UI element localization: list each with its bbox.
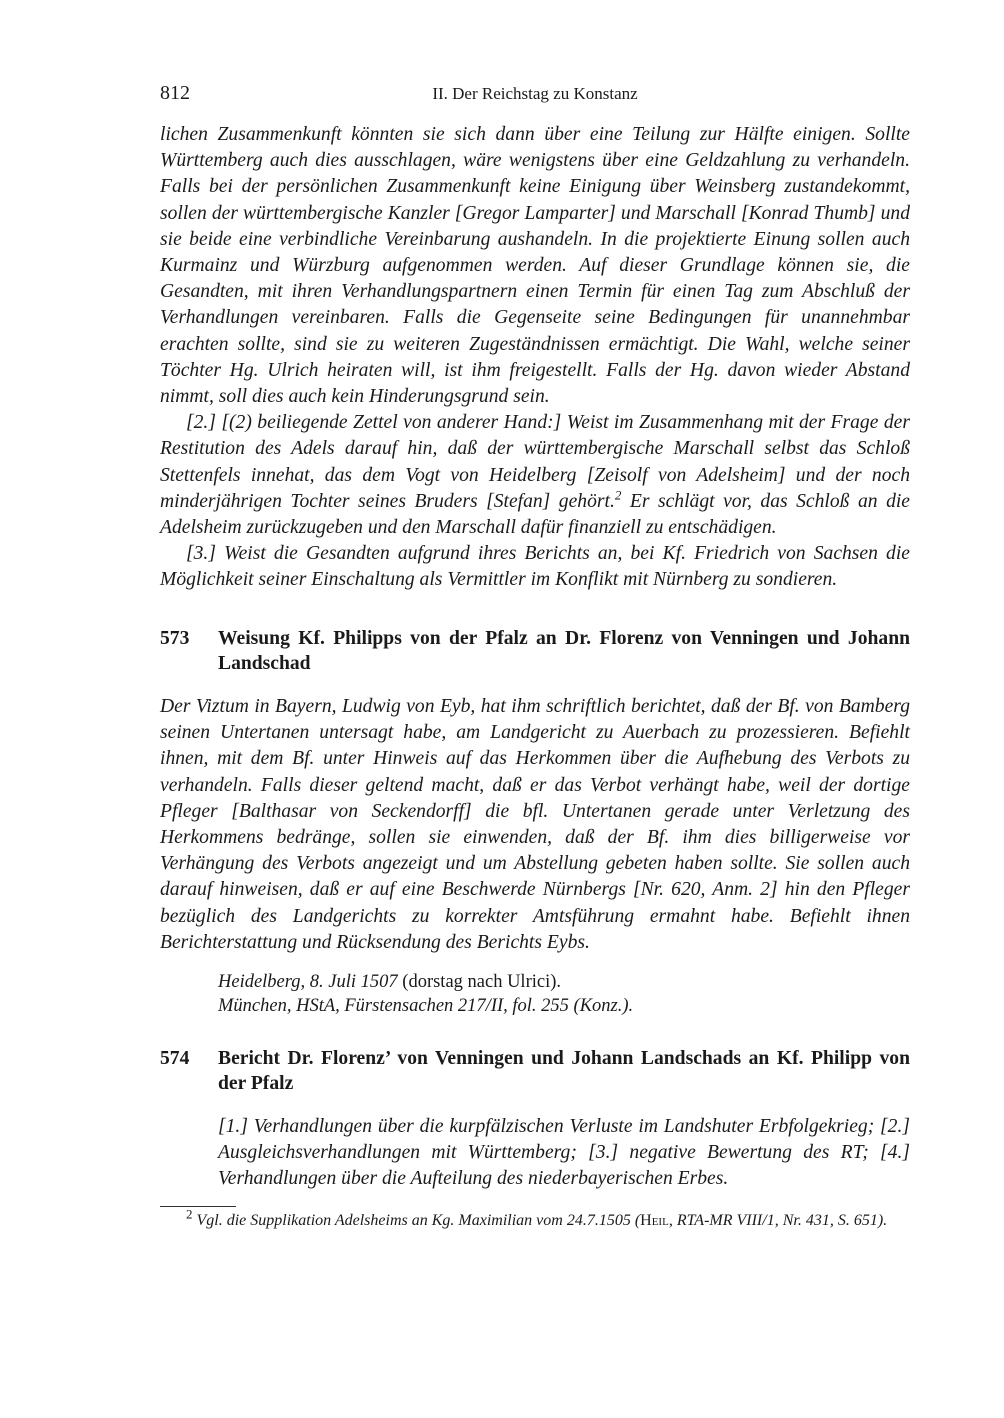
page-number: 812: [160, 82, 190, 104]
paragraph-2: [160, 410, 910, 541]
running-header: [160, 82, 910, 106]
doc573-date: [218, 970, 910, 994]
doc574-summary: [1.] Verhandlungen über die kurpfälzischen Verluste im Landshuter Erbfolgekrieg; [2.] Ausgleichsverhandlungen mit Württemberg; [3.] negative Bewertung des RT; [4.] Verhandlungen über die Aufteilung des niederbayerischen Erbes.: [218, 1116, 910, 1190]
doc573-summary: Der Viztum in Bayern, Ludwig von Eyb, hat ihm schriftlich berichtet, daß der Bf. von Bamberg seinen Untertanen untersagt habe, am Landgericht zu Auerbach zu prozessieren. Befiehlt ihnen, mit dem Bf. unter Hinweis auf das Herkommen über die Aufhebung des Verbots zu verhandeln. Falls dieser geltend macht, daß er das Verbot verhängt habe, weil der dortige Pfleger [Balthasar von Seckendorff] die bfl. Untertanen gerade unter Verletzung des Herkommens bedränge, sollen sie einwenden, daß der Bf. ihm dies billigerweise vor Verhängung des Verbots angezeigt und um Abstellung gebeten haben sollte. Sie sollen auch darauf hinweisen, daß er auf eine Beschwerde Nürnbergs [Nr. 620, Anm. 2] hin den Pfleger bezüglich des Landgerichts zu korrekter Amtsführung ermahnt habe. Befiehlt ihnen Berichterstattung und Rücksendung des Berichts Eybs.: [160, 696, 910, 953]
doc574-number: 574: [160, 1048, 190, 1069]
footnote-2: [160, 1206, 910, 1231]
paragraph-3: [3.] Weist die Gesandten aufgrund ihres Berichts an, bei Kf. Friedrich von Sachsen die Möglichkeit seiner Einschaltung als Vermittler im Konflikt mit Nürnberg zu sondieren.: [160, 543, 910, 591]
doc573-source: München, HStA, Fürstensachen 217/II, fol. 255 (Konz.).: [218, 996, 634, 1016]
doc573-title: Weisung Kf. Philipps von der Pfalz an Dr. Florenz von Venningen und Johann Landschad: [218, 628, 910, 674]
doc573-body: [160, 694, 910, 956]
paragraph-2-tail: Er schlägt vor, das Schloß an die Adelsheim zurückzugeben und den Marschall dafür finanziell zu entschädigen.: [160, 490, 911, 539]
doc573-number: 573: [160, 628, 190, 649]
footnote-divider: [160, 1206, 236, 1207]
footnote-text-a: Vgl. die Supplikation Adelsheims an Kg. Maximilian vom 24.7.1505 (: [192, 1212, 641, 1229]
paragraph-1: lichen Zusammenkunft könnten sie sich dann über eine Teilung zur Hälfte einigen. Sollte Württemberg auch dies ausschlagen, wäre wenigstens über eine Geldzahlung zu verhandeln. Falls bei der persönlichen Zusammenkunft keine Einigung über Weinsberg zustandekommt, sollen der württembergische Kanzler [Gregor Lamparter] und Marschall [Konrad Thumb] und sie beide eine verbindliche Vereinbarung aushandeln. In die projektierte Einung sollen auch Kurmainz und Würzburg aufgenommen werden. Auf dieser Grundlage können sie, die Gesandten, mit ihren Verhandlungspartnern einen Termin für einen Tag zum Abschluß der Verhandlungen vereinbaren. Falls die Gegenseite seine Bedingungen für unannehmbar erachten sollte, sind sie zu weiteren Zugeständnissen ermächtigt. Die Wahl, welche seiner Töchter Hg. Ulrich heiraten will, ist ihm freigestellt. Falls der Hg. davon wieder Abstand nimmt, soll dies auch kein Hinderungsgrund sein.: [160, 124, 910, 408]
footnote-marker: 2: [186, 1206, 193, 1222]
doc573-dateline: [218, 970, 910, 1018]
footnote-text-b: , RTA-MR VIII/1, Nr. 431, S. 651).: [668, 1212, 888, 1229]
doc573-date-note: (dorstag nach Ulrici).: [397, 972, 562, 992]
doc574-summary-block: [218, 1114, 910, 1193]
paragraph-2-text: [2.] [(2) beiliegende Zettel von anderer Hand:] Weist im Zusammenhang mit der Frage der Restitution des Adels darauf hin, daß der württembergische Marschall selbst das Schloß Stettenfels innehat, das dem Vogt von Heidelberg [Zeisolf von Adelsheim] und der noch minderjährigen Tochter seines Bruders [Stefan] gehört.: [160, 412, 910, 512]
footnote-reference: 2: [614, 487, 622, 503]
doc573-date-place: Heidelberg, 8. Juli 1507: [218, 972, 398, 992]
doc574-title: Bericht Dr. Florenz’ von Venningen und Johann Landschads an Kf. Philipp von der Pfalz: [218, 1048, 910, 1094]
footnote-author: Heil: [640, 1212, 669, 1229]
running-title: II. Der Reichstag zu Konstanz: [432, 84, 638, 103]
doc572-continuation: [160, 122, 910, 594]
